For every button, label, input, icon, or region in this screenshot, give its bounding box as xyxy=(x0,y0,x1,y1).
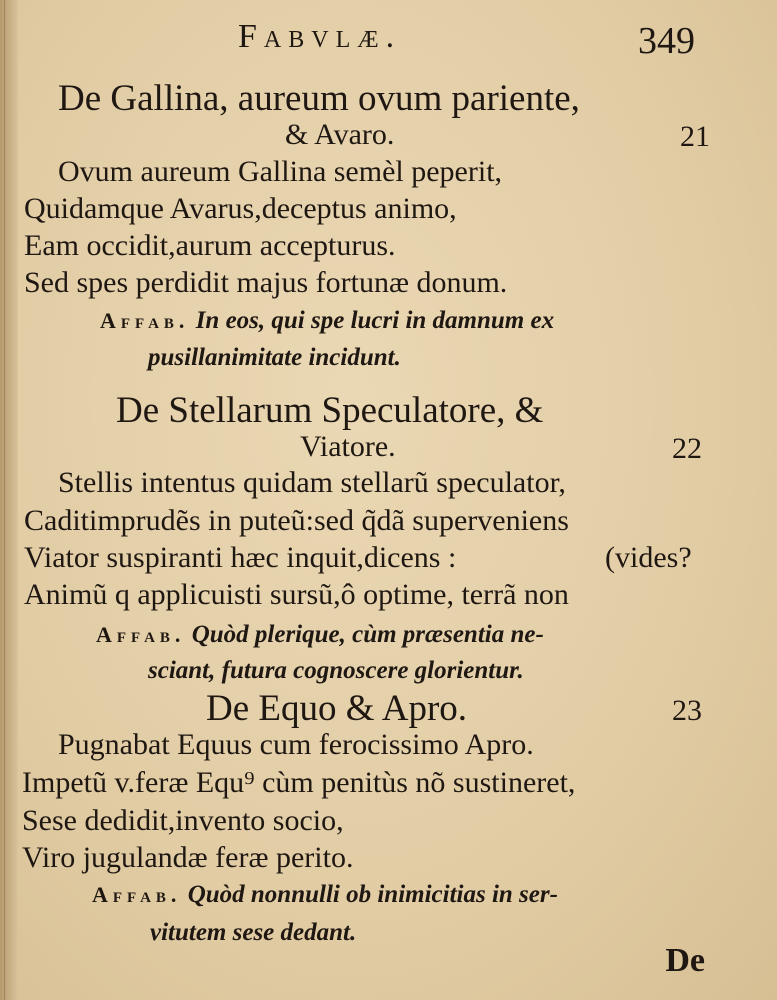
page-gutter xyxy=(0,0,18,1000)
moral-text: Quòd nonnulli ob inimicitias in ser- xyxy=(187,881,558,908)
moral-text: In eos, qui spe lucri in damnum ex xyxy=(195,307,555,334)
margin-line xyxy=(4,0,5,1000)
verse-line: Sese dedidit,invento socio, xyxy=(22,804,344,837)
fable-title-continuation: & Avaro. xyxy=(285,118,395,151)
moral-line xyxy=(150,920,356,945)
verse-line: Viro jugulandæ feræ perito. xyxy=(22,841,354,874)
moral-text: Quòd plerique, cùm præsentia ne- xyxy=(191,621,544,648)
fable-title: De Gallina, aureum ovum pariente, xyxy=(58,78,580,119)
verse-line: Stellis intentus quidam stellarũ speculator, xyxy=(58,466,566,499)
fable-number: 21 xyxy=(680,120,710,153)
moral-label: Affab. xyxy=(92,882,182,907)
verse-line: Quidamque Avarus,deceptus animo, xyxy=(24,192,457,225)
running-header: Fabvlæ. xyxy=(238,18,402,55)
page-number: 349 xyxy=(638,20,695,62)
moral-line xyxy=(92,882,558,907)
moral-text: sciant, futura cognoscere glorientur. xyxy=(148,657,524,684)
verse-line: Ovum aureum Gallina semèl peperit, xyxy=(58,155,503,188)
verse-line-tail: (vides? xyxy=(605,541,692,574)
moral-label: Affab. xyxy=(96,622,186,647)
fable-title: De Equo & Apro. xyxy=(206,688,468,729)
moral-label: Affab. xyxy=(100,308,190,333)
moral-text: pusillanimitate incidunt. xyxy=(148,344,401,371)
verse-line: Sed spes perdidit majus fortunæ donum. xyxy=(24,266,508,299)
fable-number: 23 xyxy=(672,694,702,727)
moral-line xyxy=(96,622,544,647)
fable-title-continuation: Viatore. xyxy=(300,430,396,463)
verse-line: Pugnabat Equus cum ferocissimo Apro. xyxy=(58,728,534,761)
verse-line: Eam occidit,aurum accepturus. xyxy=(24,229,396,262)
moral-line xyxy=(100,308,554,333)
fable-number: 22 xyxy=(672,432,702,465)
moral-line xyxy=(148,658,524,683)
verse-line: Viator suspiranti hæc inquit,dicens : xyxy=(24,541,457,574)
moral-line xyxy=(148,345,401,370)
catchword: De xyxy=(665,942,705,979)
verse-line: Impetũ v.feræ Equ⁹ cùm penitùs nõ sustineret, xyxy=(22,766,576,799)
fable-title: De Stellarum Speculatore, & xyxy=(116,390,544,431)
verse-line: Caditimprudẽs in puteũ:sed q̃dã superveniens xyxy=(24,504,569,537)
moral-text: vitutem sese dedant. xyxy=(150,919,357,946)
verse-line: Animũ q applicuisti sursũ,ô optime, terrã non xyxy=(24,578,569,611)
